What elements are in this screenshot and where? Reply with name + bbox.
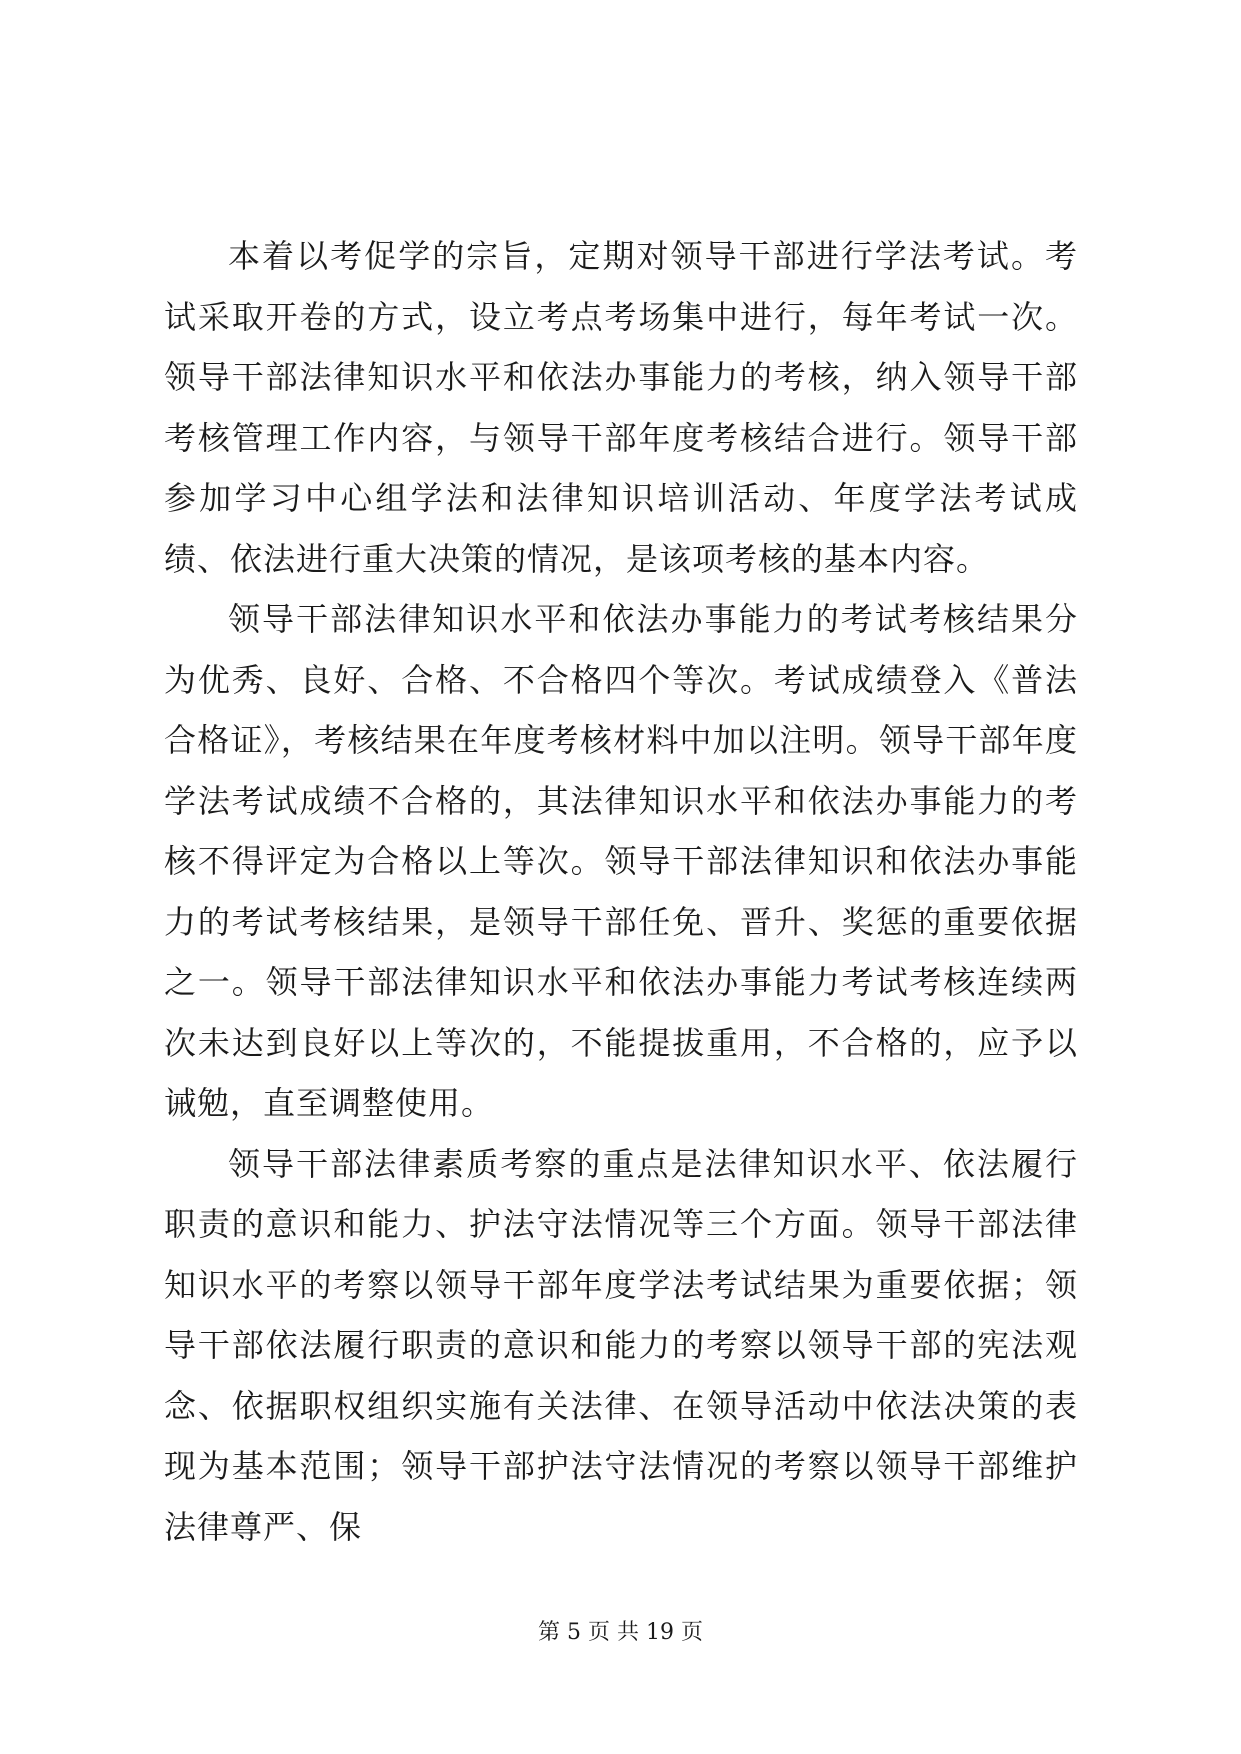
document-body (164, 226, 1078, 1557)
paragraph-3: 领导干部法律素质考察的重点是法律知识水平、依法履行职责的意识和能力、护法守法情况等三个方面。领导干部法律知识水平的考察以领导干部年度学法考试结果为重要依据；领导干部依法履行职责的意识和能力的考察以领导干部的宪法观念、依据职权组织实施有关法律、在领导活动中依法决策的表现为基本范围；领导干部护法守法情况的考察以领导干部维护法律尊严、保 (164, 1144, 1078, 1546)
paragraph-2: 领导干部法律知识水平和依法办事能力的考试考核结果分为优秀、良好、合格、不合格四个等次。考试成绩登入《普法合格证》，考核结果在年度考核材料中加以注明。领导干部年度学法考试成绩不合格的，其法律知识水平和依法办事能力的考核不得评定为合格以上等次。领导干部法律知识和依法办事能力的考试考核结果，是领导干部任免、晋升、奖惩的重要依据之一。领导干部法律知识水平和依法办事能力考试考核连续两次未达到良好以上等次的，不能提拔重用，不合格的，应予以诫勉，直至调整使用。 (164, 600, 1078, 1122)
paragraph-1: 本着以考促学的宗旨，定期对领导干部进行学法考试。考试采取开卷的方式，设立考点考场集中进行，每年考试一次。领导干部法律知识水平和依法办事能力的考核，纳入领导干部考核管理工作内容，与领导干部年度考核结合进行。领导干部参加学习中心组学法和法律知识培训活动、年度学法考试成绩、依法进行重大决策的情况，是该项考核的基本内容。 (164, 237, 1078, 578)
page-footer: 第 5 页 共 19 页 (538, 1620, 703, 1645)
